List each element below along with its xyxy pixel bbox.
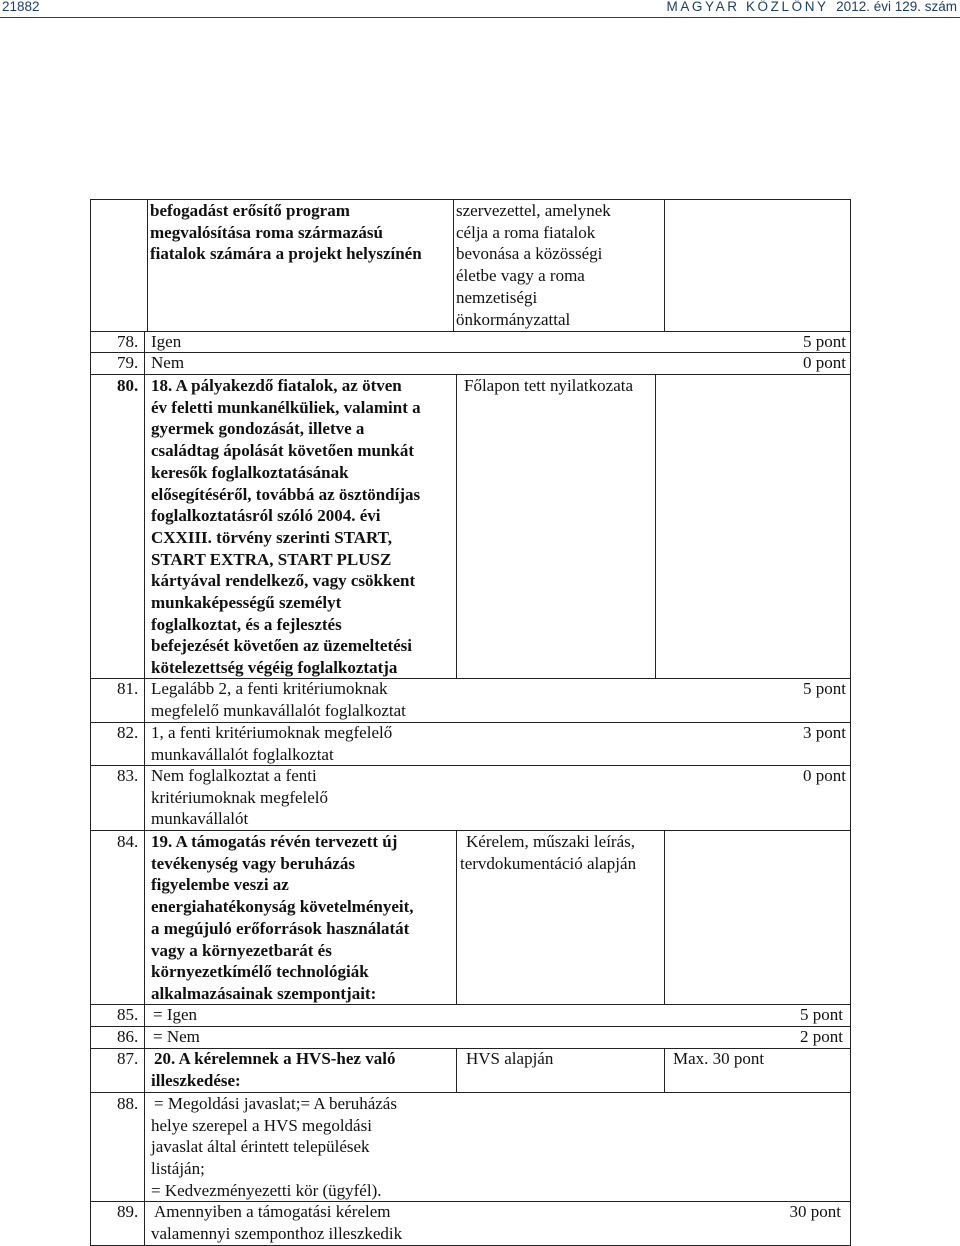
- label-line: Nem foglalkoztat a fenti: [151, 766, 317, 785]
- label-line: valamennyi szemponthoz illeszkedik: [151, 1223, 403, 1243]
- issue-number: 2012. évi 129. szám: [836, 0, 957, 14]
- row-points: 5 pont: [803, 332, 846, 351]
- label-line: munkavállalót: [151, 809, 249, 829]
- row-label: [151, 765, 328, 830]
- criterion-line: tevékenység vagy beruházás: [151, 853, 355, 873]
- row-separator: [90, 1026, 851, 1027]
- criterion-line: alkalmazásainak szempontjait:: [151, 983, 377, 1003]
- criterion-line: a megújuló erőforrások használatát: [151, 918, 410, 938]
- label-line: kritériumoknak megfelelő: [151, 787, 329, 807]
- criterion-line: CXXIII. törvény szerinti START,: [151, 527, 393, 547]
- criterion-line: megvalósítása roma származású: [150, 222, 383, 242]
- criterion-line: 18. A pályakezdő fiatalok, az ötven: [151, 376, 402, 395]
- criterion-line: kötelezettség végéig foglalkoztatja: [151, 658, 398, 678]
- row-label: = Igen: [153, 1005, 198, 1024]
- row-number: 83.: [117, 766, 139, 785]
- criterion-line: 19. A támogatás révén tervezett új: [151, 832, 398, 851]
- row-number: 84.: [117, 832, 139, 851]
- row-number: 85.: [117, 1005, 139, 1024]
- criterion-line: keresők foglalkoztatásának: [151, 462, 349, 482]
- row-label: Igen: [151, 332, 182, 351]
- label-line: megfelelő munkavállalót foglalkoztat: [151, 700, 406, 720]
- row-number: 89.: [117, 1202, 139, 1221]
- source-line: életbe vagy a roma: [456, 266, 585, 286]
- continuation-source: [456, 200, 611, 330]
- criterion-line: befejezését követően az üzemeltetési: [151, 636, 413, 656]
- journal-issue: [666, 0, 957, 14]
- col-divider: [453, 199, 454, 331]
- page-number: 21882: [2, 0, 40, 14]
- criterion-line: energiahatékonyság követelményeit,: [151, 897, 414, 917]
- label-line: munkavállalót foglalkoztat: [151, 744, 334, 764]
- row-points: 2 pont: [800, 1027, 843, 1046]
- row-number: 80.: [117, 376, 139, 395]
- label-line: javaslat által érintett települések: [151, 1137, 370, 1157]
- criterion-line: START EXTRA, START PLUSZ: [151, 549, 392, 569]
- page-header: [0, 0, 960, 16]
- row-points: 5 pont: [800, 1005, 843, 1024]
- col-divider: [664, 1048, 665, 1092]
- col-divider: [655, 374, 656, 678]
- criterion-line: év feletti munkanélküliek, valamint a: [151, 397, 421, 417]
- row-number: 81.: [117, 679, 139, 698]
- source-line: Kérelem, műszaki leírás,: [466, 832, 635, 851]
- criterion-line: munkaképességű személyt: [151, 593, 342, 613]
- source-line: nemzetiségi: [456, 287, 538, 307]
- criterion-18: [151, 375, 421, 679]
- row-points: 3 pont: [803, 723, 846, 742]
- row-points: 5 pont: [803, 679, 846, 698]
- row-points: 0 pont: [803, 766, 846, 785]
- label-line: listáján;: [151, 1159, 205, 1179]
- row-number: 88.: [117, 1094, 139, 1113]
- row-label: [151, 722, 392, 765]
- criterion-line: környezetkímélő technológiák: [151, 962, 369, 982]
- row-points: 30 pont: [789, 1202, 841, 1221]
- col-divider: [664, 830, 665, 1004]
- label-line: 1, a fenti kritériumoknak megfelelő: [151, 723, 393, 742]
- source-line: bevonása a közösségi: [456, 244, 603, 264]
- criterion-line: családtag ápolását követően munkát: [151, 441, 415, 461]
- row-number: 87.: [117, 1049, 139, 1068]
- row-number: 79.: [117, 353, 139, 372]
- row-source: HVS alapján: [466, 1049, 554, 1068]
- col-divider: [664, 199, 665, 331]
- col-divider: [456, 1048, 457, 1092]
- label-line: = Megoldási javaslat;= A beruházás: [154, 1094, 397, 1113]
- col-divider: [456, 374, 457, 678]
- col-divider: [456, 830, 457, 1004]
- row-source: Főlapon tett nyilatkozata: [464, 376, 634, 395]
- row-points: Max. 30 pont: [673, 1049, 765, 1068]
- row-number: 78.: [117, 332, 139, 351]
- row-label: [151, 1093, 397, 1202]
- criterion-line: kártyával rendelkező, vagy csökkent: [151, 571, 416, 591]
- criterion-line: vagy a környezetbarát és: [151, 940, 332, 960]
- row-label: = Nem: [153, 1027, 200, 1046]
- journal-title: MAGYAR KÖZLÖNY: [666, 0, 829, 14]
- label-line: Legalább 2, a fenti kritériumoknak: [151, 679, 388, 698]
- row-source: [460, 831, 637, 874]
- source-line: szervezettel, amelynek: [456, 201, 611, 220]
- row-number: 82.: [117, 723, 139, 742]
- continuation-criterion: [150, 200, 422, 265]
- row-number: 86.: [117, 1027, 139, 1046]
- criterion-line: illeszkedése:: [151, 1070, 241, 1090]
- row-points: 0 pont: [803, 353, 846, 372]
- source-line: önkormányzattal: [456, 309, 571, 329]
- col-divider: [144, 331, 145, 1245]
- label-line: helye szerepel a HVS megoldási: [151, 1115, 372, 1135]
- criterion-20: [151, 1048, 395, 1091]
- row-separator: [90, 331, 851, 332]
- label-line: Amennyiben a támogatási kérelem: [154, 1202, 391, 1221]
- row-label: [151, 1201, 402, 1244]
- criterion-line: foglalkoztat, és a fejlesztés: [151, 614, 342, 634]
- criterion-line: 20. A kérelemnek a HVS-hez való: [154, 1049, 396, 1068]
- label-line: = Kedvezményezetti kör (ügyfél).: [151, 1180, 382, 1200]
- criterion-line: foglalkoztatásról szóló 2004. évi: [151, 506, 381, 526]
- row-label: [151, 678, 406, 721]
- criterion-line: figyelembe veszi az: [151, 875, 289, 895]
- criterion-19: [151, 831, 414, 1005]
- criterion-line: fiatalok számára a projekt helyszínén: [150, 244, 422, 264]
- row-label: Nem: [151, 353, 185, 372]
- row-separator: [90, 352, 851, 353]
- header-rule: [0, 17, 960, 18]
- source-line: célja a roma fiatalok: [456, 222, 596, 242]
- criterion-line: gyermek gondozását, illetve a: [151, 419, 365, 439]
- col-divider: [147, 199, 148, 331]
- criterion-line: elősegítéséről, továbbá az ösztöndíjas: [151, 484, 421, 504]
- source-line: tervdokumentáció alapján: [460, 853, 637, 873]
- criterion-line: befogadást erősítő program: [150, 201, 350, 220]
